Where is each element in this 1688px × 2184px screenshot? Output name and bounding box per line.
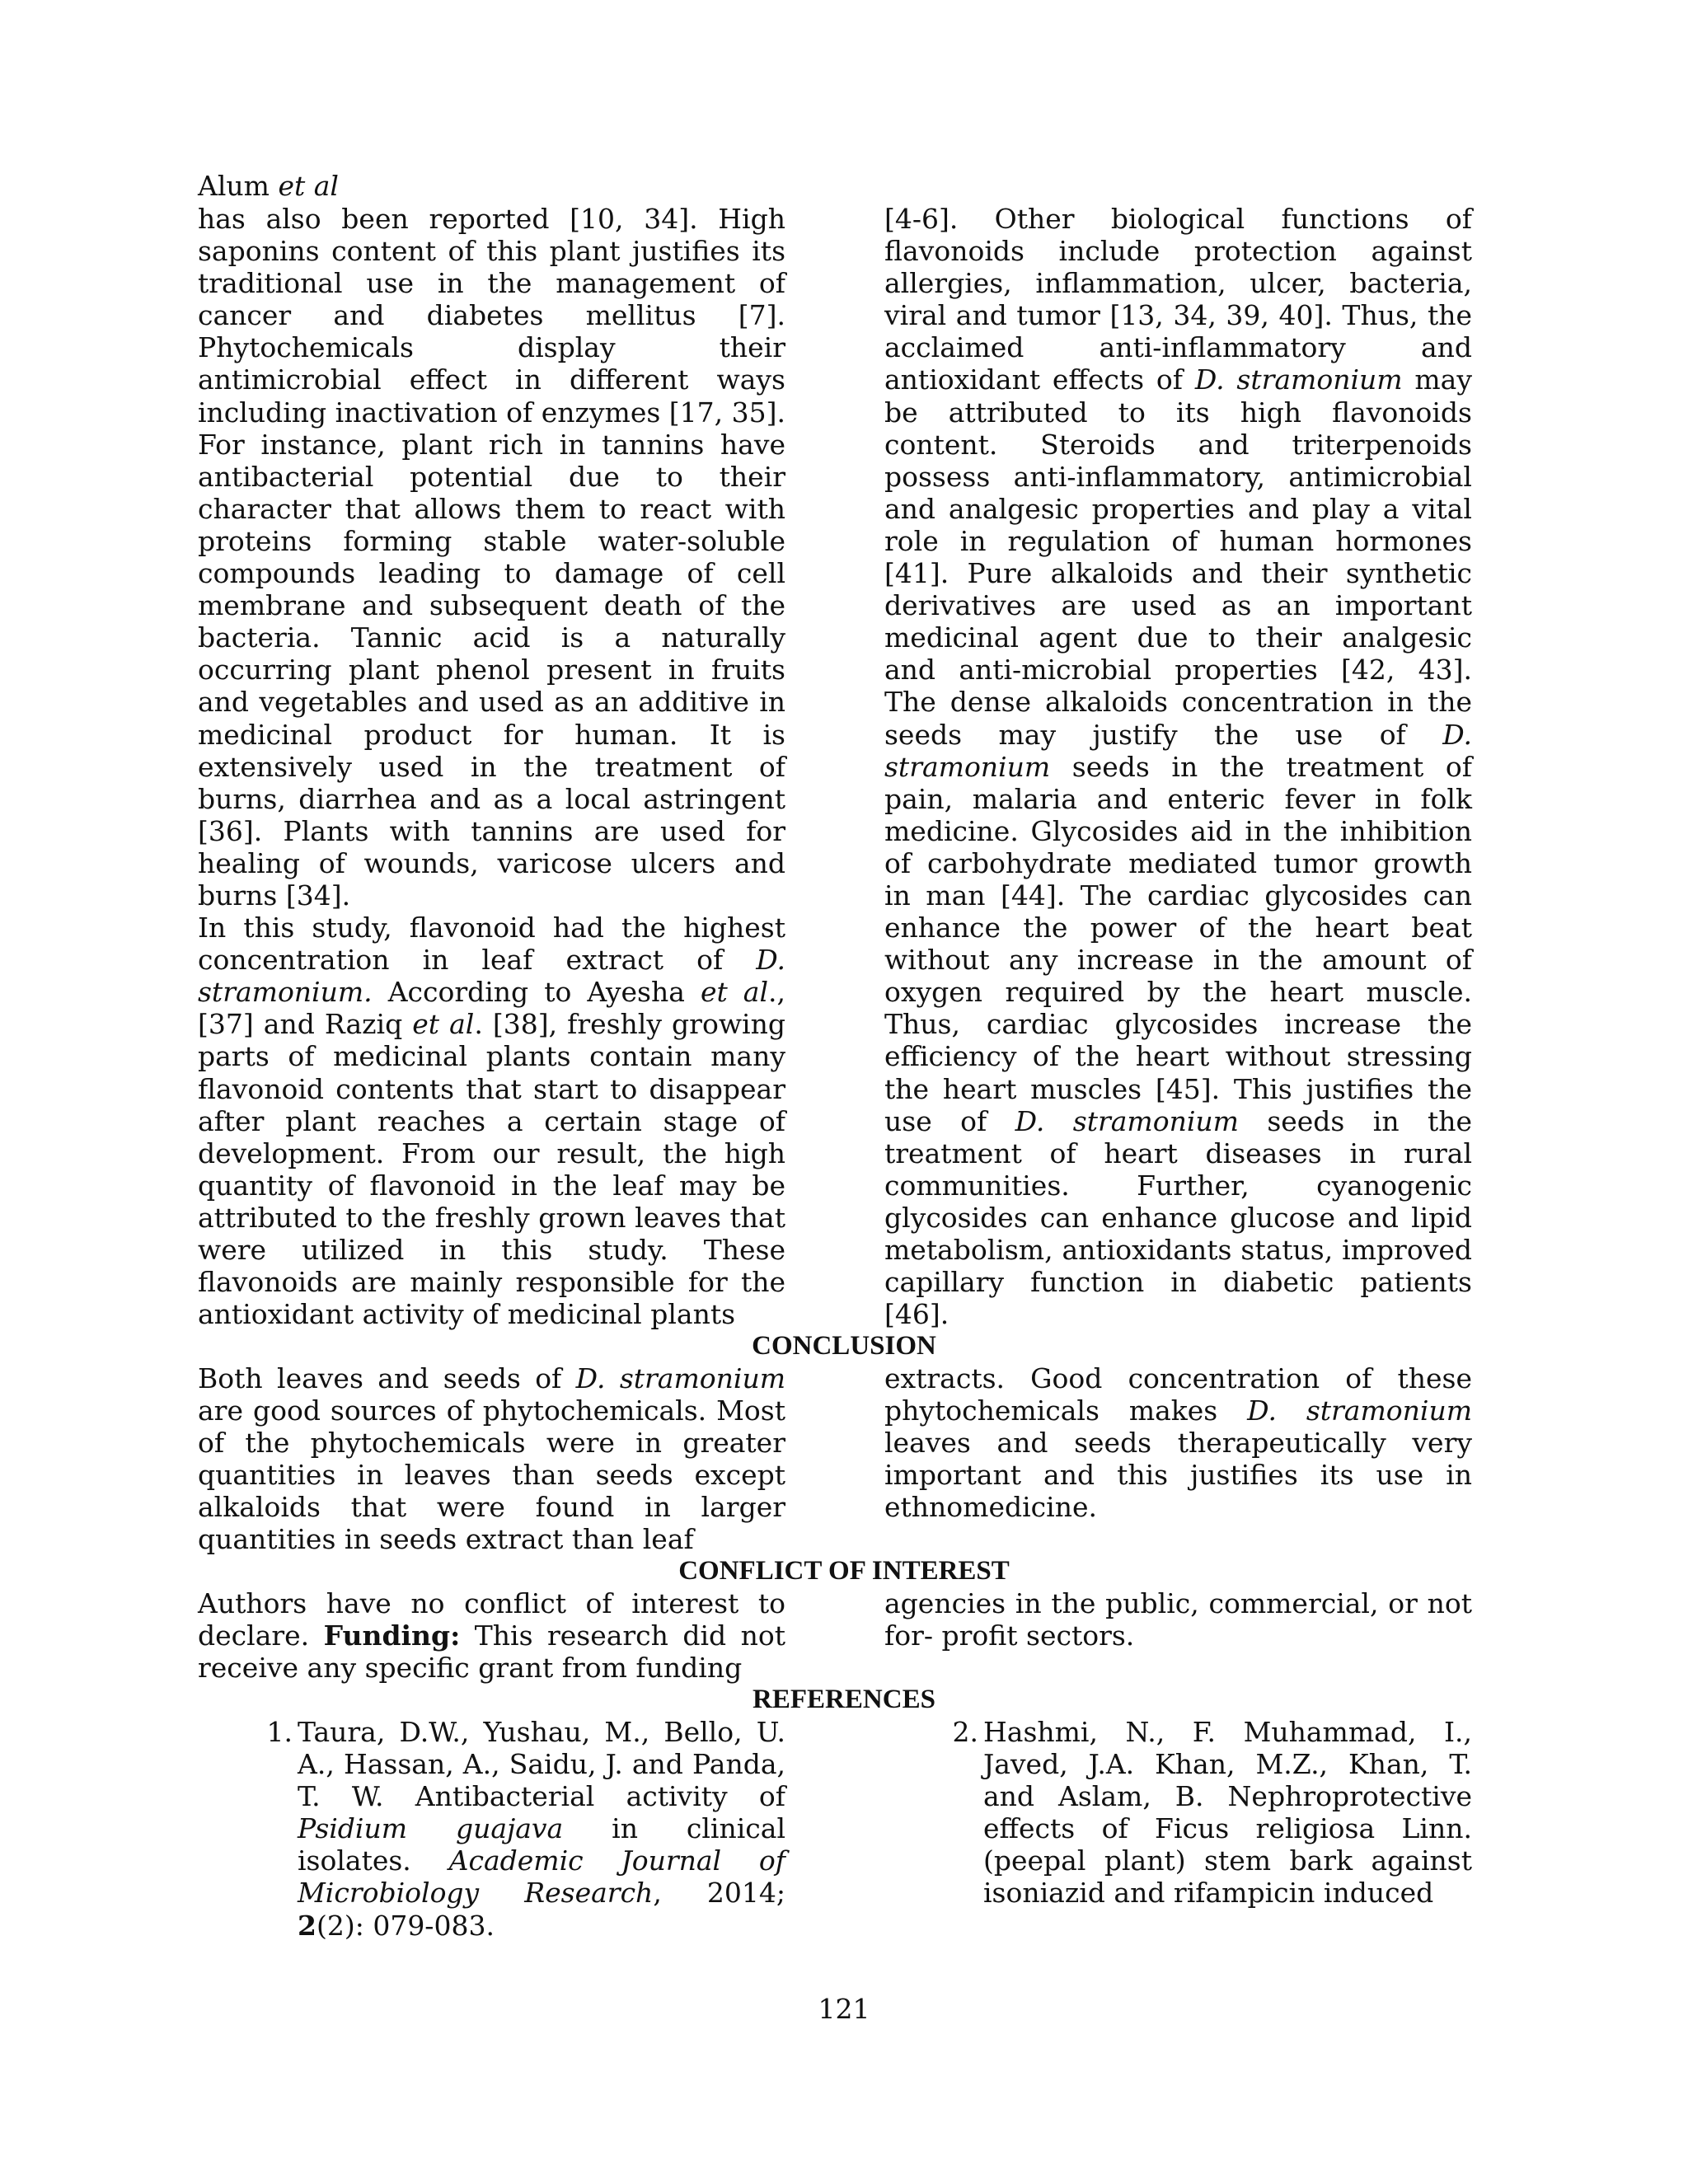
- discussion-right-column: [884, 203, 1472, 1330]
- species-name: Psidium guajava: [298, 1812, 564, 1845]
- running-head-author: Alum: [198, 170, 270, 202]
- reference-item: [952, 1716, 1472, 1910]
- species-name: D. stramonium.: [198, 944, 785, 1009]
- running-head: [198, 170, 339, 202]
- conflict-paragraph: [198, 1587, 785, 1684]
- text-run: In this study, flavonoid had the highest concentration in leaf extract of: [198, 912, 785, 977]
- text-run: has also been reported [10, 34]. High saponins content of this plant justifies its traditional use in the management of cancer and diabetes mellitus [7]. Phytochemicals display their antimicrobial effect in different ways including inactivation of enzymes [17, 35]. For instance, plant rich in tannins have antibacterial potential due to their character that allows them to react with proteins forming stable water-soluble compounds leading to damage of cell membrane and subsequent death of the bacteria. Tannic acid is a naturally occurring plant phenol present in fruits and vegetables and used as an additive in medicinal product for human. It is extensively used in the treatment of burns, diarrhea and as a local astringent [36]. Plants with tannins are used for healing of wounds, varicose ulcers and burns [34].: [198, 203, 785, 912]
- funding-label: Funding:: [323, 1619, 461, 1652]
- conclusion-paragraph: [198, 1362, 785, 1556]
- conflict-heading: CONFLICT OF INTEREST: [678, 1556, 1010, 1586]
- page-number: 121: [818, 1993, 870, 2025]
- text-run: According to Ayesha: [372, 976, 701, 1009]
- text-run: agencies in the public, commercial, or not for- profit sectors.: [884, 1587, 1472, 1652]
- text-run: seeds in the treatment of heart diseases in rural communities. Further, cyanogenic glycosides can enhance glucose and lipid metabolism, antioxidants status, improved capillary function in diabetic patients [46].: [884, 1104, 1473, 1331]
- text-run: seeds in the treatment of pain, malaria and enteric fever in folk medicine. Glycosides aid in the inhibition of carbohydrate mediated tumor growth in man [44]. The cardiac glycosides can enhance the power of the heart beat without any increase in the amount of oxygen required by the heart muscle. Thus, cardiac glycosides increase the efficiency of the heart without stressing the heart muscles [45]. This justifies the use of: [884, 750, 1472, 1137]
- discussion-paragraph: [198, 203, 785, 912]
- conclusion-right-column: [884, 1362, 1472, 1523]
- text-run: [4-6]. Other biological functions of flavonoids include protection against allergies, inflammation, ulcer, bacteria, viral and tumor [13, 34, 39, 40]. Thus, the acclaimed anti-inflammatory and antioxidant effects of: [884, 203, 1472, 396]
- reference-item: [266, 1716, 786, 1942]
- species-name: D. stramonium: [884, 718, 1472, 783]
- running-head-etal: et al: [278, 170, 339, 202]
- conclusion-left-column: [198, 1362, 785, 1556]
- text-run: are good sources of phytochemicals. Most of the phytochemicals were in greater quantities in leaves than seeds except alkaloids that were found in larger quantities in seeds extract than leaf: [198, 1394, 785, 1556]
- text-run: . [38], freshly growing parts of medicinal plants contain many flavonoid contents that start to disappear after plant reaches a certain stage of development. From our result, the high quantity of flavonoid in the leaf may be attributed to the freshly grown leaves that were utilized in this study. These flavonoids are mainly responsible for the antioxidant activity of medicinal plants: [198, 1008, 785, 1331]
- text-run: extracts. Good concentration of these phytochemicals makes: [884, 1362, 1472, 1427]
- conclusion-heading: CONCLUSION: [752, 1331, 936, 1361]
- text-run: Authors have no conflict of interest to declare.: [198, 1587, 785, 1652]
- species-name: D. stramonium: [1194, 363, 1403, 396]
- text-run: in clinical isolates.: [298, 1812, 785, 1877]
- text-run: may be attributed to its high flavonoids content. Steroids and triterpenoids possess anti-inflammatory, antimicrobial and analgesic properties and play a vital role in regulation of human hormones [41]. Pure alkaloids and their synthetic derivatives are used as an important medicinal agent due to their analgesic and anti-microbial properties [42, 43]. The dense alkaloids concentration in the seeds may justify the use of: [884, 363, 1472, 751]
- text-run: Taura, D.W., Yushau, M., Bello, U. A., Hassan, A., Saidu, J. and Panda, T. W. Antibacterial activity of: [298, 1716, 785, 1813]
- references-heading: REFERENCES: [753, 1685, 935, 1714]
- discussion-paragraph: [884, 203, 1472, 1330]
- reference-number: 1.: [266, 1716, 293, 1748]
- citation-etal: et al: [700, 976, 769, 1009]
- text-run: leaves and seeds therapeutically very important and this justifies its use in ethnomedicine.: [884, 1427, 1472, 1524]
- citation-etal: et al: [412, 1008, 475, 1041]
- text-run: , 2014;: [653, 1877, 785, 1910]
- conclusion-paragraph: [884, 1362, 1472, 1523]
- reference-number: 2.: [952, 1716, 978, 1748]
- text-run: (2): 079-083.: [316, 1909, 495, 1942]
- journal-name: Academic Journal of Microbiology Research: [298, 1844, 786, 1910]
- conflict-left-column: [198, 1587, 785, 1684]
- discussion-left-column: [198, 203, 785, 1330]
- text-run: This research did not receive any specific grant from funding: [198, 1619, 785, 1685]
- conflict-right-column: [884, 1587, 1472, 1652]
- conflict-paragraph: [884, 1587, 1472, 1652]
- text-run: ., [37] and Raziq: [198, 976, 785, 1041]
- species-name: D. stramonium: [1015, 1104, 1239, 1137]
- volume-number: 2: [298, 1909, 316, 1942]
- species-name: D. stramonium: [575, 1362, 785, 1394]
- text-run: Both leaves and seeds of: [198, 1362, 576, 1394]
- text-run: Hashmi, N., F. Muhammad, I., Javed, J.A. Khan, M.Z., Khan, T. and Aslam, B. Nephroprotective effects of Ficus religiosa Linn. (peepal plant) stem bark against isoniazid and rifampicin induced: [983, 1716, 1472, 1910]
- discussion-paragraph: [198, 912, 785, 1330]
- species-name: D. stramonium: [1247, 1394, 1472, 1427]
